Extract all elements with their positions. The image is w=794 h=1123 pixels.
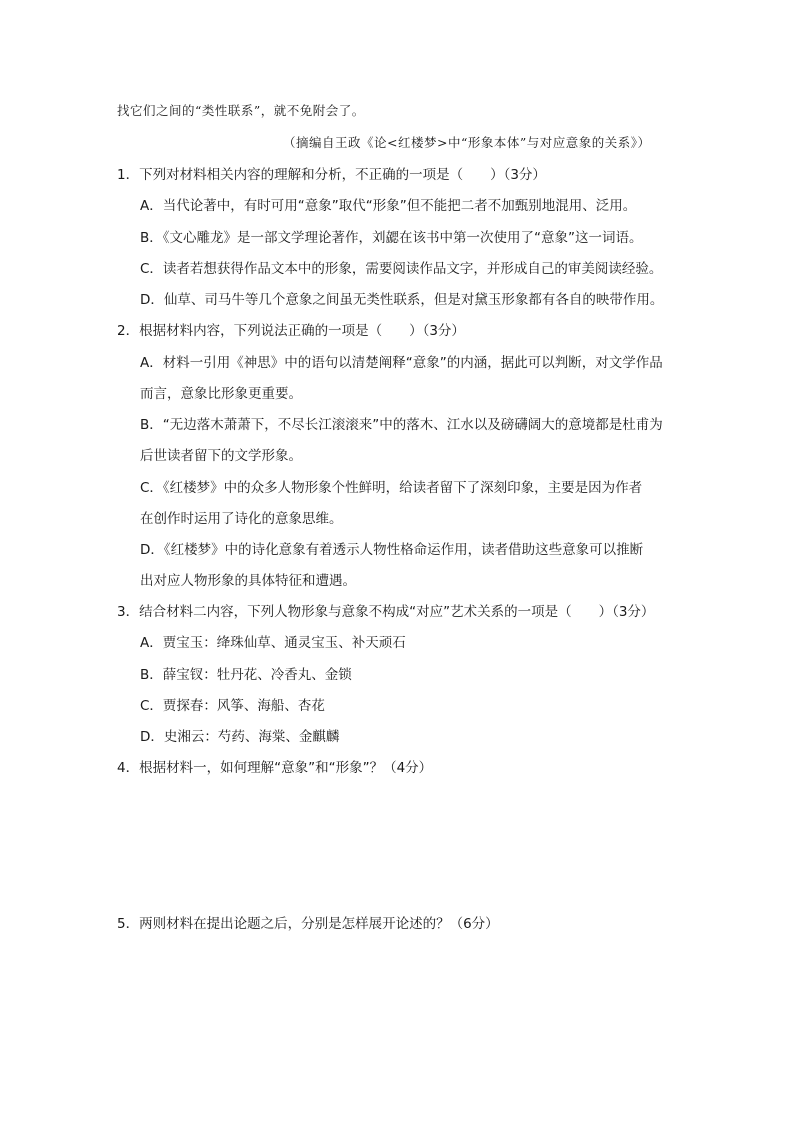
question-1-option-c: C．读者若想获得作品文本中的形象，需要阅读作品文字，并形成自己的审美阅读经验。	[140, 261, 663, 277]
question-3-stem: 3．结合材料二内容，下列人物形象与意象不构成“对应”艺术关系的一项是（ ）（3分）	[117, 604, 655, 620]
question-2-option-c: C．《红楼梦》中的众多人物形象个性鲜明，给读者留下了深刻印象，主要是因为作者	[140, 480, 643, 496]
question-3-option-b: B．薛宝钗：牡丹花、冷香丸、金锁	[140, 667, 352, 683]
question-2-option-c-cont: 在创作时运用了诗化的意象思维。	[140, 511, 343, 527]
question-4-stem: 4．根据材料一，如何理解“意象”和“形象”？（4分）	[117, 760, 433, 776]
question-2-option-d-cont: 出对应人物形象的具体特征和遭遇。	[140, 573, 356, 589]
question-3-option-a: A．贾宝玉：绛珠仙草、通灵宝玉、补天顽石	[140, 635, 406, 651]
question-2-stem: 2．根据材料内容，下列说法正确的一项是（ ）（3分）	[117, 323, 465, 339]
question-1-option-b: B．《文心雕龙》是一部文学理论著作，刘勰在该书中第一次使用了“意象”这一词语。	[140, 230, 643, 246]
question-3-option-d: D．史湘云：芍药、海棠、金麒麟	[140, 729, 340, 745]
question-2-option-b-cont: 后世读者留下的文学形象。	[140, 448, 302, 464]
question-1-option-d: D．仙草、司马牛等几个意象之间虽无类性联系，但是对黛玉形象都有各自的映带作用。	[140, 292, 664, 308]
question-2-option-b: B．“无边落木萧萧下，不尽长江滚滚来”中的落木、江水以及磅礴阔大的意境都是杜甫为	[140, 417, 663, 433]
question-5-stem: 5．两则材料在提出论题之后，分别是怎样展开论述的？（6分）	[117, 916, 499, 932]
question-3-option-c: C．贾探春：风筝、海船、杏花	[140, 698, 325, 714]
question-2-option-d: D．《红楼梦》中的诗化意象有着透示人物性格命运作用，读者借助这些意象可以推断	[140, 542, 644, 558]
question-1-stem: 1．下列对材料相关内容的理解和分析，不正确的一项是（ ）（3分）	[117, 167, 546, 183]
citation: （摘编自王政《论<红楼梦>中“形象本体”与对应意象的关系》）	[283, 135, 651, 150]
intro-line: 找它们之间的“类性联系”，就不免附会了。	[117, 103, 365, 118]
question-1-option-a: A．当代论著中，有时可用“意象”取代“形象”但不能把二者不加甄别地混用、泛用。	[140, 198, 637, 214]
question-2-option-a-cont: 而言，意象比形象更重要。	[140, 386, 302, 402]
question-2-option-a: A．材料一引用《神思》中的语句以清楚阐释“意象”的内涵，据此可以判断，对文学作品	[140, 355, 663, 371]
